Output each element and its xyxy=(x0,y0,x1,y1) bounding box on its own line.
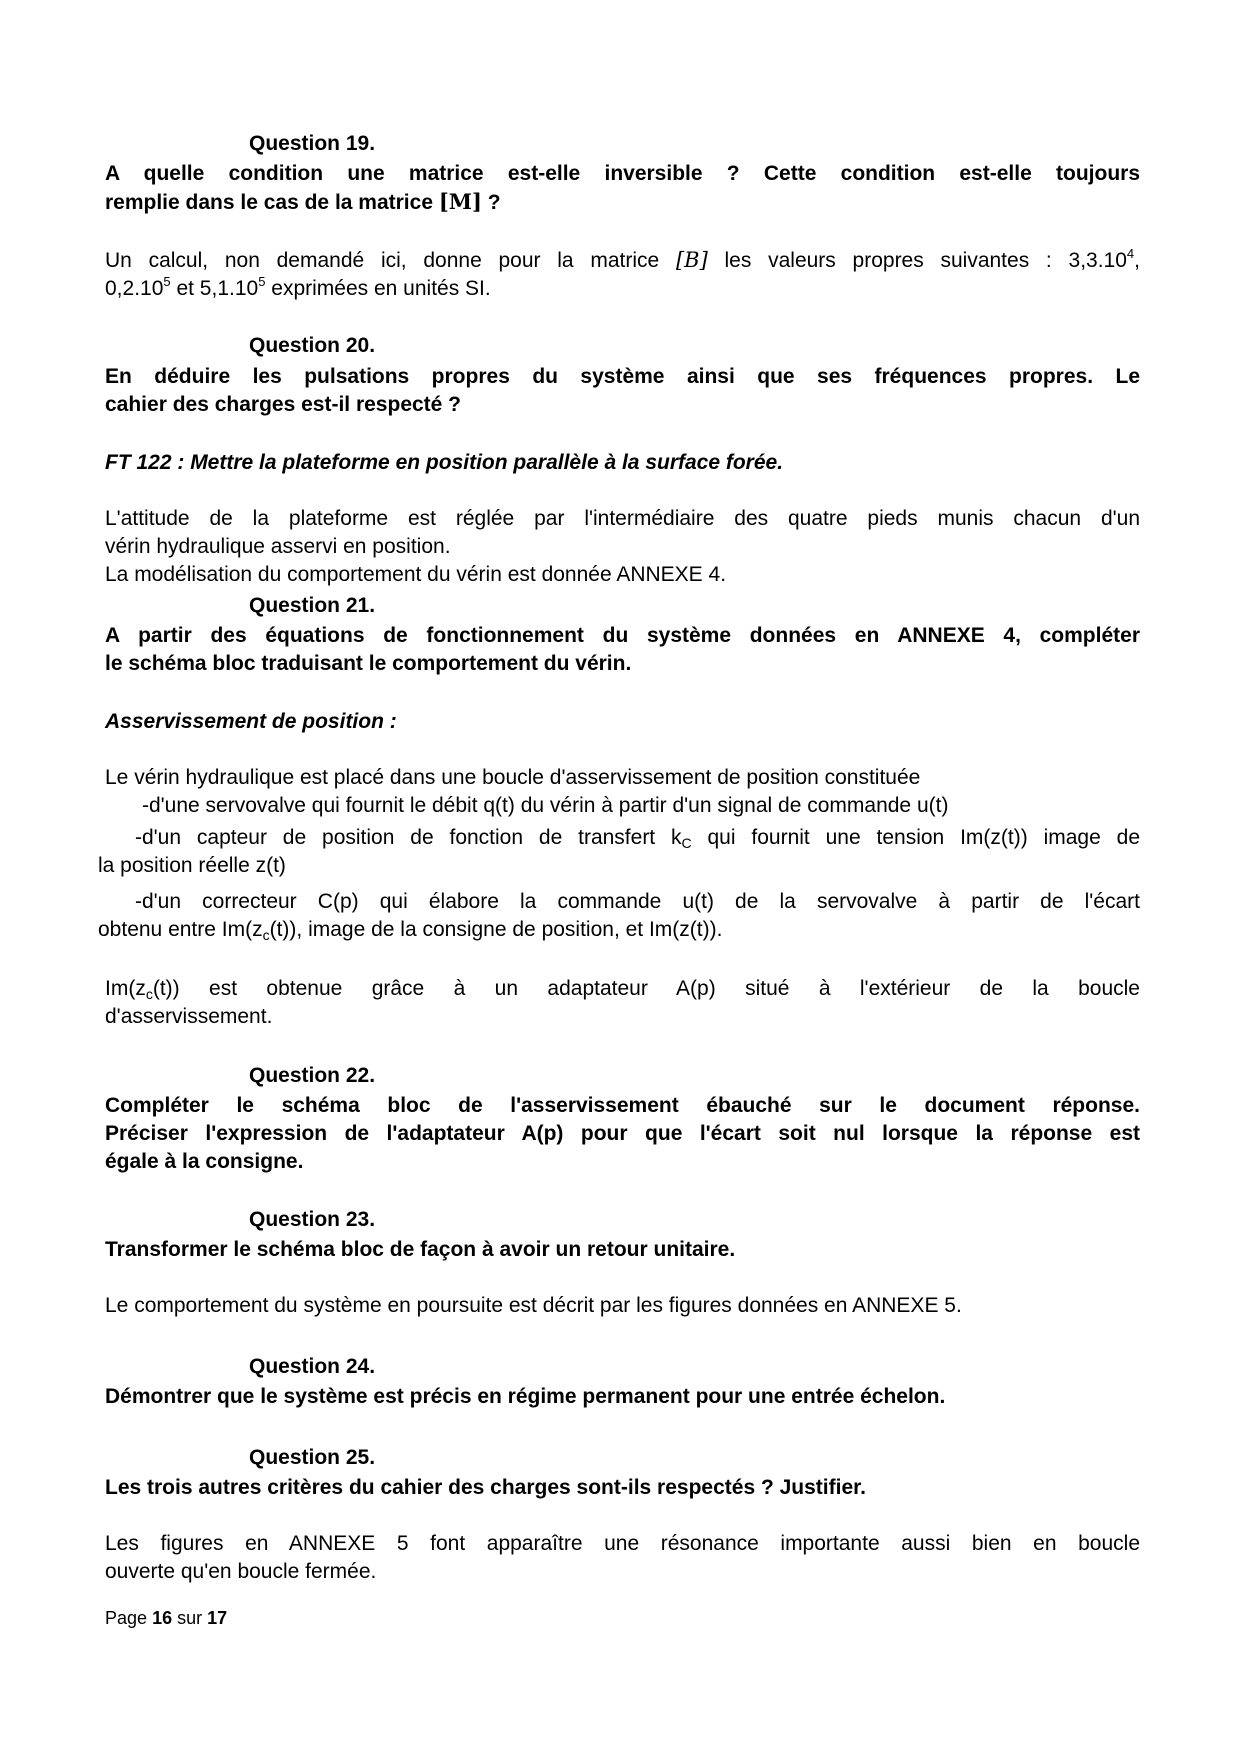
question-21-title: Question 21. xyxy=(249,594,376,617)
question-19-title: Question 19. xyxy=(249,132,376,155)
asservissement-heading: Asservissement de position : xyxy=(105,710,397,733)
matrix-b: [B] xyxy=(675,248,708,272)
question-22-line-2: Préciser l'expression de l'adaptateur A(p) pour que l'écart soit nul lorsque la réponse est xyxy=(105,1122,1140,1145)
page-label: Page xyxy=(105,1608,148,1628)
attitude-line-3: La modélisation du comportement du vérin est donnée ANNEXE 4. xyxy=(105,563,727,586)
matrix-m: [M] xyxy=(438,189,482,214)
loop-item-servovalve: -d'une servovalve qui fournit le débit q(t) du vérin à partir d'un signal de commande u(t) xyxy=(142,794,949,817)
corrector-line-1: -d'un correcteur C(p) qui élabore la commande u(t) de la servovalve à partir de l'écart xyxy=(135,890,1140,913)
question-25-title: Question 25. xyxy=(249,1446,376,1469)
resonance-paragraph xyxy=(105,1530,1140,1586)
sensor-line-1: -d'un capteur de position de fonction de transfert $k_C$ qui fournit une tension Im(z(t)) image de xyxy=(135,826,1140,851)
question-19-line-2: remplie dans le cas de la matrice [M] ? xyxy=(105,189,501,214)
corrector-line-2: obtenu entre $Im(z_c(t))$, image de la consigne de position, et Im(z(t)). xyxy=(98,918,723,943)
question-21-line-2: le schéma bloc traduisant le comportement du vérin. xyxy=(105,652,632,675)
resonance-line-1: Les figures en ANNEXE 5 font apparaître une résonance importante aussi bien en boucle xyxy=(105,1532,1140,1555)
adapter-paragraph xyxy=(105,975,1140,1031)
loop-item-corrector xyxy=(98,888,1140,944)
attitude-paragraph xyxy=(105,505,1140,589)
loop-intro: Le vérin hydraulique est placé dans une boucle d'asservissement de position constituée xyxy=(105,766,921,789)
eigenvalues-line-2: 0,2.10$^5$ et 5,1.10$^5$ exprimées en unités SI. xyxy=(105,274,491,300)
page-footer xyxy=(105,1606,227,1630)
question-22-title: Question 22. xyxy=(249,1064,376,1087)
adapter-line-1: $Im(z_c(t))$ est obtenue grâce à un adaptateur A(p) situé à l'extérieur de la boucle xyxy=(105,977,1140,1002)
eigenvalues-line-1: Un calcul, non demandé ici, donne pour la matrice [B] les valeurs propres suivantes : 3,3.10$^4$, xyxy=(105,246,1140,272)
question-19-line-1: A quelle condition une matrice est-elle inversible ? Cette condition est-elle toujours xyxy=(105,162,1140,185)
attitude-line-2: vérin hydraulique asservi en position. xyxy=(105,535,451,558)
eigenvalues-paragraph xyxy=(105,246,1140,303)
tracking-paragraph: Le comportement du système en poursuite est décrit par les figures données en ANNEXE 5. xyxy=(105,1294,962,1317)
question-22-line-1: Compléter le schéma bloc de l'asservissement ébauché sur le document réponse. xyxy=(105,1094,1140,1117)
question-20-text xyxy=(105,363,1140,419)
loop-item-sensor xyxy=(98,824,1140,880)
resonance-line-2: ouverte qu'en boucle fermée. xyxy=(105,1560,377,1583)
ft122-heading: FT 122 : Mettre la plateforme en position parallèle à la surface forée. xyxy=(105,451,784,474)
question-19-text xyxy=(105,160,1140,217)
question-24-title: Question 24. xyxy=(249,1355,376,1378)
question-22-text xyxy=(105,1092,1140,1176)
question-20-title: Question 20. xyxy=(249,334,376,357)
sensor-line-2: la position réelle z(t) xyxy=(98,854,286,877)
question-25-text: Les trois autres critères du cahier des charges sont-ils respectés ? Justifier. xyxy=(105,1476,866,1499)
question-21-line-1: A partir des équations de fonctionnement du système données en ANNEXE 4, compléter xyxy=(105,624,1140,647)
attitude-line-1: L'attitude de la plateforme est réglée par l'intermédiaire des quatre pieds munis chacun d'un xyxy=(105,507,1140,530)
question-20-line-2: cahier des charges est-il respecté ? xyxy=(105,393,462,416)
question-24-text: Démontrer que le système est précis en régime permanent pour une entrée échelon. xyxy=(105,1385,946,1408)
page-number: 16 xyxy=(152,1608,173,1628)
question-22-line-3: égale à la consigne. xyxy=(105,1150,304,1173)
question-23-title: Question 23. xyxy=(249,1208,376,1231)
page-sur: sur xyxy=(177,1608,203,1628)
adapter-line-2: d'asservissement. xyxy=(105,1005,273,1028)
question-21-text xyxy=(105,622,1140,678)
question-20-line-1: En déduire les pulsations propres du système ainsi que ses fréquences propres. Le xyxy=(105,365,1140,388)
page-total: 17 xyxy=(207,1608,228,1628)
question-23-text: Transformer le schéma bloc de façon à avoir un retour unitaire. xyxy=(105,1238,736,1261)
